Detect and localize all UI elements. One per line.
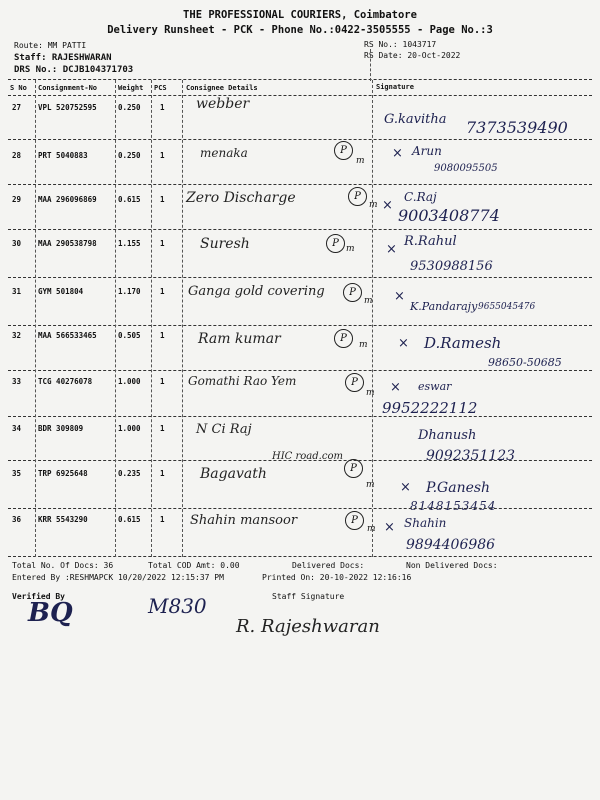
handwritten-consignee: N Ci Raj — [196, 422, 252, 437]
delivery-stamp: P — [344, 459, 363, 478]
entered-by: Entered By :RESHMAPCK 10/20/2022 12:15:37 PM — [12, 573, 224, 582]
row-pcs: 1 — [160, 287, 165, 296]
staff-label: Staff: RAJESHWARAN — [14, 53, 112, 63]
handwritten-phone: 9952222112 — [382, 399, 478, 417]
handwritten-mark: m — [369, 200, 378, 210]
handwritten-mark: m — [367, 524, 376, 534]
row-sno: 28 — [12, 151, 22, 160]
row-consignment: KRR 5543290 — [38, 515, 88, 524]
col-consignment: Consignment-No — [38, 84, 98, 92]
divider — [8, 79, 592, 80]
row-pcs: 1 — [160, 151, 165, 160]
row-consignment: PRT 5040883 — [38, 151, 88, 160]
row-pcs: 1 — [160, 195, 165, 204]
row-consignment: TCG 40276078 — [38, 377, 93, 386]
runsheet-subtitle: Delivery Runsheet - PCK - Phone No.:0422-3505555 - Page No.:3 — [107, 24, 493, 36]
divider — [8, 229, 592, 230]
divider — [8, 460, 592, 461]
divider — [8, 277, 592, 278]
divider — [8, 556, 592, 557]
handwritten-signature: Shahin — [404, 516, 447, 530]
cross-mark: × — [384, 520, 395, 535]
handwritten-phone: 9655045476 — [478, 302, 536, 312]
handwritten-phone: 9894406986 — [406, 537, 496, 553]
handwritten-phone: 9092351123 — [426, 448, 516, 464]
cross-mark: × — [382, 198, 393, 213]
handwritten-signature: K.Pandarajy — [410, 300, 478, 313]
drs-number: DRS No.: DCJB104371703 — [14, 65, 134, 75]
cross-mark: × — [392, 146, 403, 161]
divider — [8, 95, 592, 96]
cross-mark: × — [386, 242, 397, 257]
handwritten-consignee: Zero Discharge — [186, 190, 296, 206]
divider — [8, 416, 592, 417]
row-weight: 0.615 — [118, 195, 141, 204]
column-separator — [372, 80, 373, 557]
delivery-stamp: P — [343, 283, 362, 302]
row-sno: 33 — [12, 377, 22, 386]
handwritten-consignee: Ram kumar — [198, 331, 281, 347]
handwritten-phone: 7373539490 — [466, 118, 568, 137]
row-consignment: GYM 501804 — [38, 287, 84, 296]
delivery-stamp: P — [348, 187, 367, 206]
delivered-docs: Delivered Docs: — [292, 561, 365, 570]
row-weight: 0.235 — [118, 469, 141, 478]
row-weight: 0.250 — [118, 151, 141, 160]
delivery-stamp: P — [345, 373, 364, 392]
row-pcs: 1 — [160, 103, 165, 112]
column-separator — [151, 80, 152, 557]
row-pcs: 1 — [160, 331, 165, 340]
handwritten-signature: C.Raj — [404, 190, 437, 204]
row-consignment: MAA 290538798 — [38, 239, 97, 248]
verified-by-label: Verified By — [12, 592, 65, 601]
handwritten-mark: m — [356, 156, 365, 166]
row-consignment: MAA 296096869 — [38, 195, 97, 204]
divider — [370, 49, 371, 81]
row-pcs: 1 — [160, 377, 165, 386]
handwritten-mark: m — [359, 340, 368, 350]
row-consignment: TRP 6925648 — [38, 469, 88, 478]
handwritten-phone: 8148153454 — [410, 499, 497, 513]
non-delivered-docs: Non Delivered Docs: — [406, 561, 498, 570]
rs-date: RS Date: 20-Oct-2022 — [364, 51, 461, 60]
total-docs: Total No. Of Docs: 36 — [12, 561, 114, 570]
delivery-stamp: P — [326, 234, 345, 253]
column-separator — [115, 80, 116, 557]
handwritten-mark: m — [364, 296, 373, 306]
row-consignment: BDR 309809 — [38, 424, 84, 433]
row-pcs: 1 — [160, 424, 165, 433]
verifier-initials: M830 — [148, 594, 207, 618]
row-sno: 27 — [12, 103, 22, 112]
handwritten-consignee: Bagavath — [200, 466, 267, 482]
staff-signature: R. Rajeshwaran — [236, 616, 380, 637]
row-weight: 1.155 — [118, 239, 141, 248]
row-sno: 32 — [12, 331, 22, 340]
row-sno: 30 — [12, 239, 22, 248]
row-pcs: 1 — [160, 515, 165, 524]
company-title: THE PROFESSIONAL COURIERS, Coimbatore — [183, 9, 417, 21]
col-sno: S No — [10, 84, 27, 92]
handwritten-signature: R.Rahul — [404, 234, 457, 249]
handwritten-consignee: menaka — [200, 146, 248, 160]
handwritten-phone: 9080095505 — [434, 163, 498, 174]
handwritten-phone: 98650-50685 — [488, 356, 562, 369]
handwritten-consignee: Gomathi Rao Yem — [188, 374, 297, 388]
cross-mark: × — [398, 336, 409, 351]
row-sno: 35 — [12, 469, 22, 478]
row-weight: 1.000 — [118, 377, 141, 386]
col-pcs: PCS — [154, 84, 167, 92]
divider — [8, 370, 592, 371]
handwritten-phone: 9530988156 — [410, 259, 493, 274]
delivery-stamp: P — [334, 329, 353, 348]
divider — [8, 139, 592, 140]
column-separator — [35, 80, 36, 557]
total-cod: Total COD Amt: 0.00 — [148, 561, 240, 570]
row-weight: 0.615 — [118, 515, 141, 524]
row-sno: 36 — [12, 515, 22, 524]
handwritten-mark: m — [346, 244, 355, 254]
route-label: Route: MM PATTI — [14, 41, 87, 50]
divider — [8, 184, 592, 185]
handwritten-signature: eswar — [418, 380, 452, 393]
delivery-stamp: P — [334, 141, 353, 160]
col-consignee: Consignee Details — [186, 84, 258, 92]
divider — [8, 508, 592, 509]
staff-signature-label: Staff Signature — [272, 592, 345, 601]
col-signature: Signature — [376, 83, 414, 91]
handwritten-consignee: webber — [196, 96, 250, 112]
row-consignment: MAA 566533465 — [38, 331, 97, 340]
handwritten-phone: 9003408774 — [398, 206, 500, 225]
handwritten-signature: Arun — [412, 144, 442, 158]
cross-mark: × — [400, 480, 411, 495]
row-weight: 0.505 — [118, 331, 141, 340]
row-sno: 31 — [12, 287, 22, 296]
cross-mark: × — [390, 380, 401, 395]
verifier-signature: BQ — [28, 598, 73, 628]
row-sno: 34 — [12, 424, 22, 433]
handwritten-mark: m — [366, 480, 375, 490]
cross-mark: × — [394, 289, 405, 304]
row-pcs: 1 — [160, 239, 165, 248]
handwritten-note: HIC road.com — [272, 451, 343, 462]
handwritten-signature: D.Ramesh — [424, 334, 502, 352]
divider — [8, 325, 592, 326]
col-weight: Weight — [118, 84, 144, 92]
printed-on: Printed On: 20-10-2022 12:16:16 — [262, 573, 412, 582]
column-separator — [182, 80, 183, 557]
handwritten-signature: G.kavitha — [384, 112, 447, 127]
handwritten-consignee: Suresh — [200, 236, 250, 252]
row-sno: 29 — [12, 195, 22, 204]
delivery-stamp: P — [345, 511, 364, 530]
rs-number: RS No.: 1043717 — [364, 40, 437, 49]
row-weight: 0.250 — [118, 103, 141, 112]
row-weight: 1.000 — [118, 424, 141, 433]
row-consignment: VPL 520752595 — [38, 103, 97, 112]
handwritten-signature: Dhanush — [418, 428, 477, 443]
handwritten-mark: m — [366, 388, 375, 398]
handwritten-consignee: Ganga gold covering — [188, 284, 325, 299]
row-pcs: 1 — [160, 469, 165, 478]
row-weight: 1.170 — [118, 287, 141, 296]
handwritten-consignee: Shahin mansoor — [190, 513, 298, 528]
handwritten-signature: P.Ganesh — [426, 480, 491, 496]
